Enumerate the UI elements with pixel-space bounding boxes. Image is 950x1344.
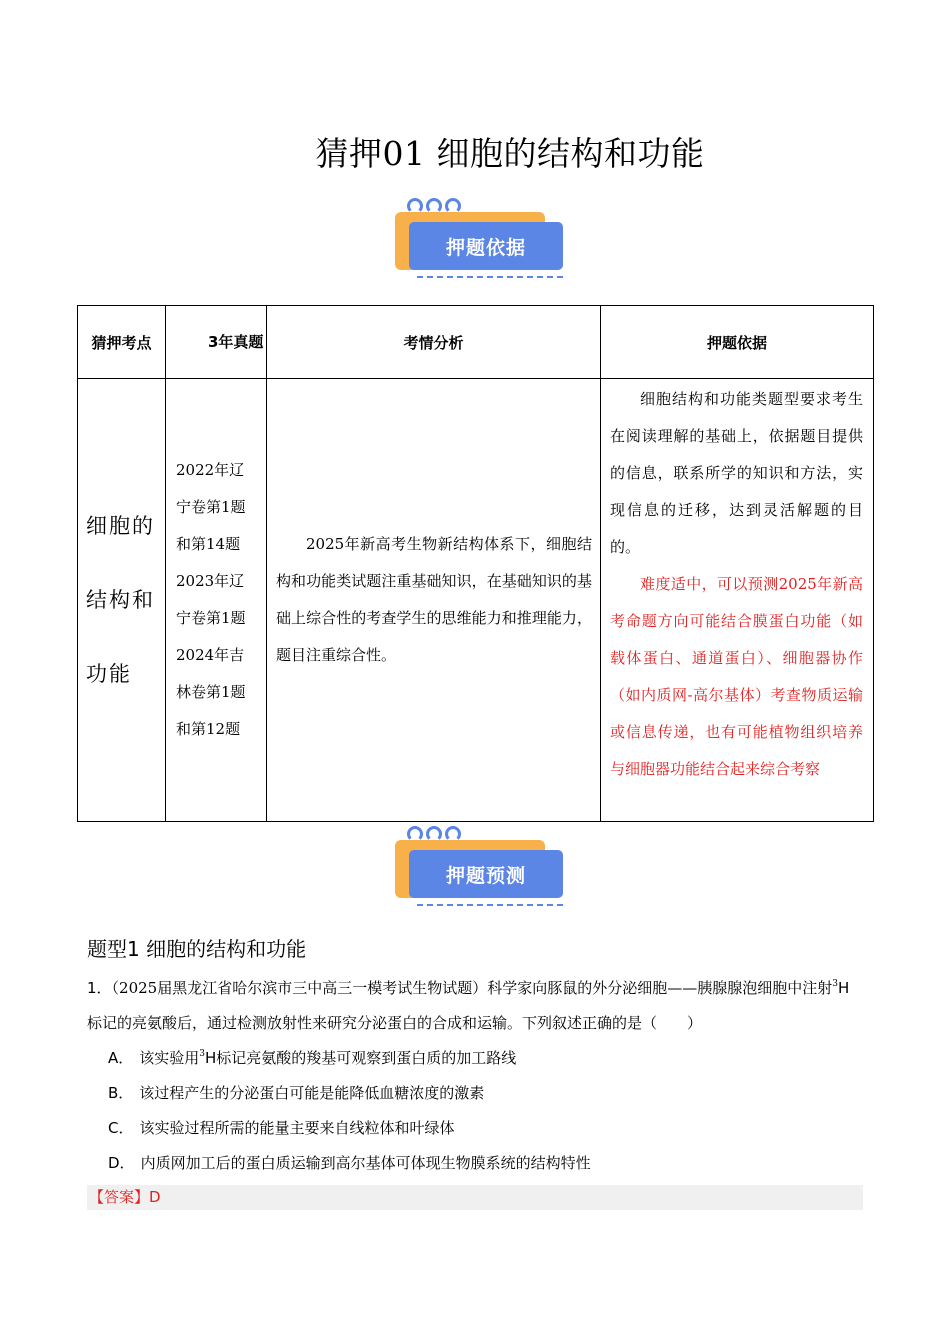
option-a[interactable] [108,1047,516,1068]
isotope-symbol: H [837,979,850,997]
option-label: C． [108,1119,134,1137]
cell-topic [78,379,166,822]
answer-bar [87,1185,863,1210]
year-line: 2023年辽 [176,572,245,590]
header-basis: 押题依据 [601,306,874,379]
year-line: 宁卷第1题 [176,609,246,627]
question-number: 1． [87,979,112,997]
option-text: 内质网加工后的蛋白质运输到高尔基体可体现生物膜系统的结构特性 [140,1154,591,1172]
topic-line: 结构和 [86,588,155,612]
year-line: 2024年吉 [176,646,245,664]
topic-line: 功能 [86,662,132,686]
year-line: 和第12题 [176,720,241,738]
banner-basis [395,198,565,288]
option-label: B． [108,1084,134,1102]
year-line: 林卷第1题 [176,683,246,701]
question-stem [87,967,863,1041]
basis-prediction: 难度适中，可以预测2025年新高考命题方向可能结合膜蛋白功能（如载体蛋白、通道蛋白）、细胞器协作（如内质网-高尔基体）考查物质运输或信息传递，也有可能植物组织培养与细胞器功能结合起来综合考察 [610,575,863,778]
option-label: D． [108,1154,135,1172]
isotope-superscript: 3 [832,979,838,989]
basis-text: 细胞结构和功能类题型要求考生在阅读理解的基础上，依据题目提供的信息，联系所学的知识和方法，实现信息的迁移，达到灵活解题的目的。 [610,390,863,556]
question-source: （2025届黑龙江省哈尔滨市三中高三一模考试生物试题） [111,979,488,997]
question-text-a: 科学家向豚鼠的外分泌细胞——胰腺腺泡细胞中注射 [487,979,833,997]
banner-predict [395,826,565,916]
option-text: 标记亮氨酸的羧基可观察到蛋白质的加工路线 [216,1049,517,1067]
header-years [166,306,267,379]
option-text: 该过程产生的分泌蛋白可能是能降低血糖浓度的激素 [139,1084,485,1102]
topic-line: 细胞的 [86,514,155,538]
page-title: 猜押01 细胞的结构和功能 [315,134,705,173]
answer-letter: D [149,1188,161,1206]
year-line: 2022年辽 [176,461,245,479]
exam-table [77,305,874,822]
banner-predict-label: 押题预测 [409,850,563,898]
cell-basis [601,379,874,822]
option-b[interactable] [108,1082,484,1103]
year-line: 宁卷第1题 [176,498,246,516]
cell-years [166,379,267,822]
banner-basis-label: 押题依据 [409,222,563,270]
option-d[interactable] [108,1152,591,1173]
section-heading: 题型1 细胞的结构和功能 [87,937,307,961]
answer-label: 【答案】 [89,1188,150,1206]
header-topic: 猜押考点 [78,306,166,379]
question-text-b: 标记的亮氨酸后，通过检测放射性来研究分泌蛋白的合成和运输。下列叙述正确的是（ ） [87,1014,703,1032]
cell-analysis: 2025年新高考生物新结构体系下，细胞结构和功能类试题注重基础知识，在基础知识的基础上综合性的考查学生的思维能力和推理能力，题目注重综合性。 [267,379,601,822]
header-analysis: 考情分析 [267,306,601,379]
isotope-symbol: H [205,1049,217,1067]
header-years-text: 3年真题 [208,332,264,351]
option-c[interactable] [108,1117,455,1138]
option-text: 该实验用 [139,1049,200,1067]
option-text: 该实验过程所需的能量主要来自线粒体和叶绿体 [139,1119,455,1137]
year-line: 和第14题 [176,535,241,553]
isotope-superscript: 3 [199,1049,206,1059]
option-label: A． [108,1049,134,1067]
